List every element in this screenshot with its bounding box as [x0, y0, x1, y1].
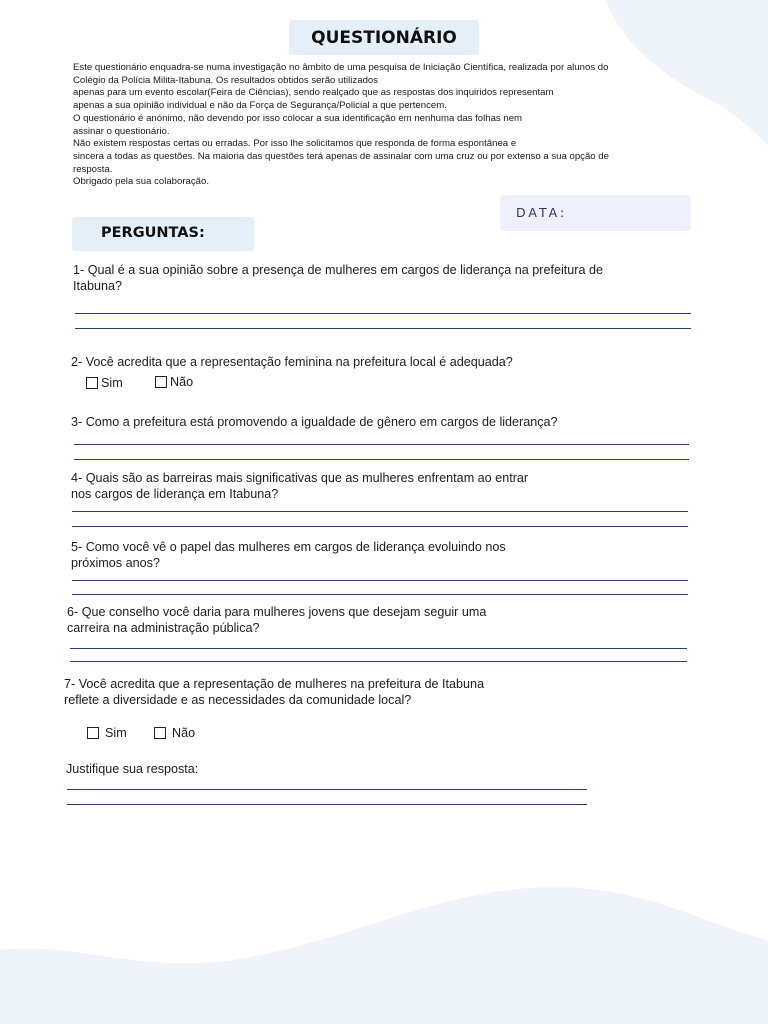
- intro-line: assinar o questionário.: [73, 125, 170, 137]
- question-text: reflete a diversidade e as necessidades da comunidade local?: [64, 693, 412, 707]
- intro-line: Este questionário enquadra-se numa investigação no âmbito de uma pesquisa de Iniciação Científica, realizada por alunos do: [73, 62, 609, 73]
- question-2: [71, 354, 513, 370]
- answer-line[interactable]: [70, 648, 687, 649]
- answer-line[interactable]: [72, 580, 688, 581]
- intro-line: Colégio da Polícia Milita-Itabuna. Os resultados obtidos serão utilizados: [73, 74, 379, 86]
- checkbox[interactable]: [154, 727, 166, 739]
- option-label: Não: [170, 375, 194, 389]
- date-field[interactable]: [500, 195, 691, 231]
- intro-text: [73, 62, 693, 189]
- question-text: 7- Você acredita que a representação de mulheres na prefeitura de Itabuna: [64, 677, 485, 691]
- option-sim[interactable]: [86, 376, 123, 390]
- option-sim[interactable]: [87, 726, 127, 740]
- option-nao[interactable]: [155, 375, 193, 389]
- question-text: 5- Como você vê o papel das mulheres em cargos de liderança evoluindo nos: [71, 540, 506, 554]
- option-label: Não: [172, 726, 196, 740]
- intro-line: Obrigado pela sua colaboração.: [73, 176, 210, 188]
- date-label: DATA:: [516, 205, 568, 220]
- answer-line[interactable]: [72, 594, 688, 595]
- question-text: 2- Você acredita que a representação feminina na prefeitura local é adequada?: [71, 355, 513, 369]
- question-text: nos cargos de liderança em Itabuna?: [71, 487, 279, 501]
- question-3: [71, 414, 558, 430]
- section-header: [72, 217, 254, 251]
- question-text: 4- Quais são as barreiras mais significativas que as mulheres enfrentam ao entrar: [71, 471, 529, 485]
- answer-line[interactable]: [72, 511, 688, 512]
- intro-line: apenas para um evento escolar(Feira de Ciências), sendo realçado que as respostas dos inquiridos representam: [73, 87, 554, 99]
- question-6: [67, 604, 486, 636]
- question-1: [73, 262, 603, 294]
- question-text: Itabuna?: [73, 279, 123, 293]
- intro-line: sincera a todas as questões. Na maioria das questões terá apenas de assinalar com uma cruz ou por extenso a sua opção de: [73, 150, 609, 162]
- question-text: 6- Que conselho você daria para mulheres jovens que desejam seguir uma: [67, 605, 487, 619]
- question-text: próximos anos?: [71, 556, 160, 570]
- intro-line: Não existem respostas certas ou erradas. Por isso lhe solicitamos que responda de forma espontânea e: [73, 138, 517, 150]
- answer-line[interactable]: [75, 328, 691, 329]
- checkbox[interactable]: [155, 376, 167, 388]
- answer-line[interactable]: [74, 459, 689, 460]
- background-wave-bottom: [0, 870, 768, 1024]
- answer-line[interactable]: [67, 804, 587, 805]
- intro-line: apenas a sua opinião individual e não da Força de Segurança/Policial a que pertencem.: [73, 100, 447, 112]
- answer-line[interactable]: [70, 661, 687, 662]
- answer-line[interactable]: [74, 444, 689, 445]
- page-title: QUESTIONÁRIO: [289, 20, 479, 55]
- question-text: 3- Como a prefeitura está promovendo a igualdade de gênero em cargos de liderança?: [71, 415, 558, 429]
- option-label: Sim: [105, 726, 127, 740]
- checkbox[interactable]: [87, 727, 99, 739]
- question-5: [71, 539, 506, 571]
- answer-line[interactable]: [75, 313, 691, 314]
- checkbox[interactable]: [86, 377, 98, 389]
- question-4: [71, 470, 528, 502]
- question-text: 1- Qual é a sua opinião sobre a presença de mulheres em cargos de liderança na prefeitura de: [73, 263, 603, 277]
- question-text: carreira na administração pública?: [67, 621, 260, 635]
- section-label: PERGUNTAS:: [101, 225, 205, 241]
- question-7: [64, 676, 484, 708]
- intro-line: O questionário é anónimo, não devendo por isso colocar a sua identificação em nenhuma das folhas nem: [73, 112, 523, 124]
- answer-line[interactable]: [67, 789, 587, 790]
- option-label: Sim: [101, 376, 123, 390]
- intro-line: resposta.: [73, 163, 113, 175]
- option-nao[interactable]: [154, 726, 195, 740]
- justify-label: Justifique sua resposta:: [66, 762, 199, 776]
- answer-line[interactable]: [72, 526, 688, 527]
